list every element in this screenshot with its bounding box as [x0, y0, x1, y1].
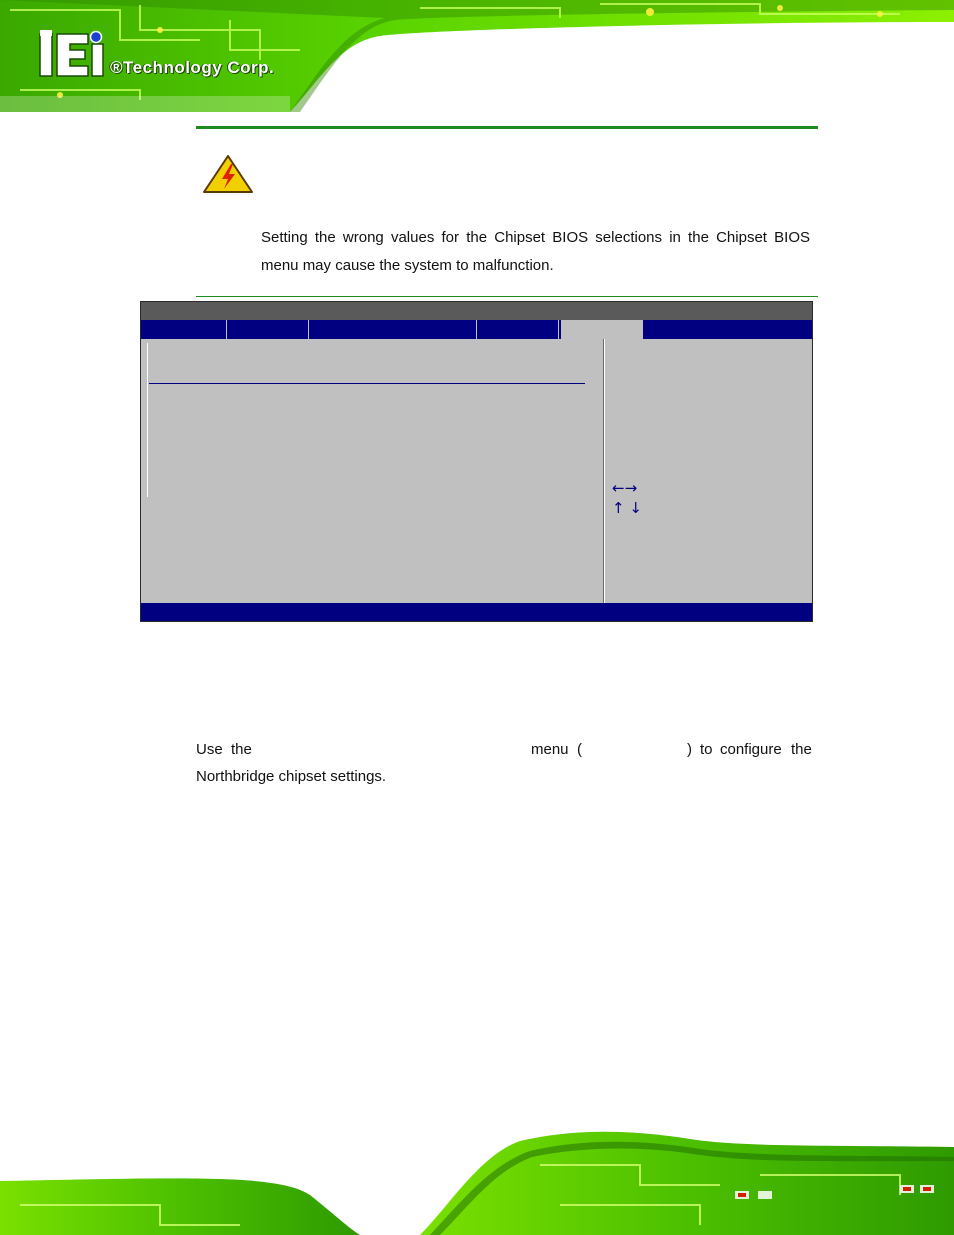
bios-title-bar — [141, 302, 812, 320]
body-line-1 — [196, 736, 814, 763]
bios-tab-2[interactable] — [227, 320, 309, 339]
up-down-arrow-icon: ↑ ↓ — [612, 499, 642, 517]
bios-separator-line — [149, 383, 585, 384]
bios-screen — [140, 301, 813, 622]
word-to: to — [700, 741, 713, 758]
body-line-2: Northbridge chipset settings. — [196, 768, 387, 785]
word-the: the — [231, 741, 252, 758]
header-circuit-banner — [0, 0, 954, 112]
paren-close: ) — [687, 741, 692, 758]
footer-circuit-banner — [0, 1125, 954, 1235]
warning-lightning-icon — [202, 154, 254, 194]
word-the-2: the — [791, 741, 812, 758]
brand-name: ®Technology Corp. — [110, 58, 275, 77]
iei-logo — [40, 30, 103, 76]
bios-menu-bar — [141, 320, 812, 339]
word-use: Use — [196, 741, 223, 758]
bios-tab-3[interactable] — [309, 320, 477, 339]
left-right-arrow-icon: ←→ — [612, 479, 638, 497]
bios-tab-active[interactable] — [561, 320, 643, 339]
body-paragraph — [196, 736, 814, 790]
bios-settings-panel — [141, 339, 603, 603]
bios-status-bar — [141, 603, 812, 621]
bios-help-panel — [605, 339, 812, 603]
word-configure: configure — [720, 741, 782, 758]
paren-open: ( — [577, 741, 582, 758]
word-menu: menu — [531, 741, 569, 758]
bios-tab-4[interactable] — [477, 320, 559, 339]
warning-bottom-rule — [196, 296, 818, 297]
warning-text: Setting the wrong values for the Chipset BIOS selections in the Chipset BIOS menu may cause the system to malfunction. — [261, 229, 810, 274]
bios-tab-1[interactable] — [141, 320, 227, 339]
warning-top-rule — [196, 126, 818, 129]
bios-panel-edge — [147, 343, 148, 497]
